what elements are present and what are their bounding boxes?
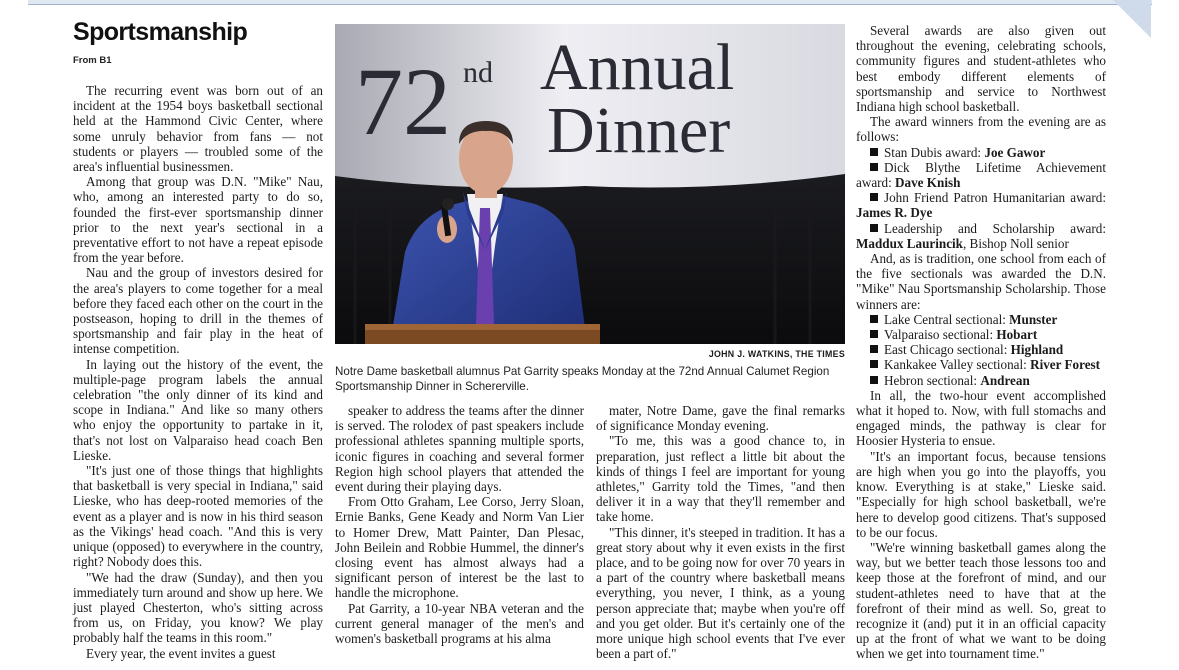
article-paragraph: From Otto Graham, Lee Corso, Jerry Sloan, Ernie Banks, Gene Keady and Norm Van Lier to Homer Drew, Matt Painter, Dan Plesac, John Beilein and Robbie Hummel, the dinner's closing event has almost always had a significant person of interest be the last to handle the microphone. — [335, 494, 584, 601]
article-paragraph: "It's an important focus, because tensions are high when you go into the playoffs, you know. Everything is at stake," Lieske said. "Especially for high school basketball, we're here to develop good citizens. That's supposed to be our focus. — [856, 448, 1106, 540]
item-label: Hebron sectional: — [884, 372, 981, 388]
banner-number: 72 — [355, 48, 451, 155]
item-label: East Chicago sectional: — [884, 342, 1011, 358]
item-winner: Joe Gawor — [984, 144, 1046, 160]
item-winner: Hobart — [996, 327, 1038, 343]
square-bullet-icon — [870, 360, 878, 368]
article-paragraph: "We're winning basketball games along the way, but we better teach those lessons too and keep those at the forefront of mind, and our student-athletes need to have that at the forefront of their mind as well. So, great to recognize it (and) put it in an official capacity up at the front of what we want to be doing when we get into tournament time." — [856, 539, 1106, 662]
column-3 — [596, 403, 845, 661]
banner-word-1: Annual — [540, 31, 735, 104]
article-paragraph: Pat Garrity, a 10-year NBA veteran and the current general manager of the men's and women's basketball programs at his alma — [335, 600, 584, 647]
square-bullet-icon — [870, 193, 878, 201]
article-paragraph: Among that group was D.N. "Mike" Nau, who, among an interested party to do so, founded the first-ever sportsmanship dinner prior to the next year's sectional in a preventative effort to not have a repeat episode from the year before. — [73, 174, 323, 266]
article-paragraph: Several awards are also given out throughout the evening, celebrating schools, community figures and student-athletes who best embody different elements of sportsmanship and service to Northwest Indiana high school basketball. — [856, 23, 1106, 115]
item-label: Valparaiso sectional: — [884, 327, 997, 343]
page-corner-fold — [1113, 0, 1151, 38]
headline: Sportsmanship — [73, 18, 248, 46]
speaker-photo — [335, 24, 845, 344]
square-bullet-icon — [870, 315, 878, 323]
article-paragraph: The award winners from the evening are as follows: — [856, 114, 1106, 145]
article-paragraph: "This dinner, it's steeped in tradition. It has a great story about why it even exists in the first place, and to be going now for over 70 years in a part of the country where basketball means everything, you never, I think, as a young person appreciate that; maybe when you're off and you get older. But it's certainly one of the more unique high school events that I've ever been a part of." — [596, 524, 845, 662]
page-top-border — [28, 0, 1152, 5]
column-2 — [335, 403, 584, 646]
item-winner: James R. Dye — [856, 205, 933, 221]
square-bullet-icon — [870, 148, 878, 156]
item-label: Leadership and Scholarship award: — [884, 220, 1106, 236]
award-item — [856, 160, 1106, 190]
item-winner: Munster — [1009, 311, 1058, 327]
sectional-item — [856, 373, 1106, 388]
article-paragraph: "To me, this was a good chance to, in preparation, just reflect a little bit about the kinds of things I feel are important for young athletes," Garrity told the Times, "and then deliver it in a way that they'll remember and take home. — [596, 433, 845, 525]
item-label: John Friend Patron Humanitarian award: — [884, 190, 1106, 206]
banner-suffix: nd — [463, 56, 493, 89]
article-paragraph: The recurring event was born out of an incident at the 1954 boys basketball sectional held at the Hammond Civic Center, where some unruly behavior from fans — not students or players — troubled some of the area's influential businessmen. — [73, 83, 323, 175]
sectional-item — [856, 342, 1106, 357]
square-bullet-icon — [870, 224, 878, 232]
square-bullet-icon — [870, 345, 878, 353]
item-winner: Dave Knish — [895, 175, 961, 191]
item-label: Lake Central sectional: — [884, 311, 1010, 327]
article-paragraph: mater, Notre Dame, gave the final remarks of significance Monday evening. — [596, 403, 845, 434]
photo-caption: Notre Dame basketball alumnus Pat Garrity speaks Monday at the 72nd Annual Calumet Region Sportsmanship Dinner in Schererville. — [335, 365, 830, 393]
article-paragraph: "We had the draw (Sunday), and then you immediately turn around and show up here. We just played Chesterton, who's sitting across from us, on Friday, you know? We play probably half the teams in this room." — [73, 569, 323, 646]
item-label: Kankakee Valley sectional: — [884, 357, 1031, 373]
item-winner: Andrean — [980, 372, 1030, 388]
banner-word-2: Dinner — [547, 94, 731, 167]
article-paragraph: In all, the two-hour event accomplished what it hoped to. Now, with full stomachs and engaged minds, the pathway is clear for Hoosier Hysteria to ensue. — [856, 387, 1106, 449]
item-suffix: , Bishop Noll senior — [962, 235, 1069, 251]
article-paragraph: In laying out the history of the event, the multiple-page program labels the annual celebration "the only dinner of its kind and scope in Indiana." And like so many others who enjoy the opportunity to partake in it, that's not lost on Valparaiso head coach Ben Lieske. — [73, 356, 323, 463]
award-item — [856, 190, 1106, 220]
item-winner: Highland — [1010, 342, 1064, 358]
sectional-item — [856, 327, 1106, 342]
item-label: Dick Blythe Lifetime Achievement award: — [856, 159, 1106, 191]
photo-credit: JOHN J. WATKINS, THE TIMES — [708, 349, 845, 359]
square-bullet-icon — [870, 330, 878, 338]
article-paragraph: speaker to address the teams after the dinner is served. The rolodex of past speakers include professional athletes spanning multiple sports, iconic figures in coaching and several former Region high school players that attended the event during their playing days. — [335, 403, 584, 495]
sectional-item — [856, 357, 1106, 372]
article-paragraph: Every year, the event invites a guest — [86, 645, 276, 661]
award-item — [856, 145, 1106, 160]
jump-line: From B1 — [73, 55, 112, 66]
article-paragraph: And, as is tradition, one school from each of the five sectionals was awarded the D.N. "Mike" Nau Sportsmanship Scholarship. Those winners are: — [856, 251, 1106, 312]
item-label: Stan Dubis award: — [884, 144, 985, 160]
photo — [335, 24, 845, 344]
award-item — [856, 221, 1106, 251]
column-4 — [856, 23, 1106, 662]
article-paragraph: "It's just one of those things that highlights that basketball is very special in Indiana," said Lieske, who has deep-rooted memories of the event as a player and is now in his third season as the Vikings' head coach. "And this is very unique (opposed) to everywhere in the country, right? Nobody does this. — [73, 463, 323, 570]
square-bullet-icon — [870, 163, 878, 171]
item-winner: River Forest — [1030, 357, 1101, 373]
item-winner: Maddux Laurincik — [856, 235, 963, 251]
square-bullet-icon — [870, 376, 878, 384]
article-paragraph: Nau and the group of investors desired for the area's players to come together for a meal before they faced each other on the court in the postseason, hoping to drill in the themes of sportsmanship and fair play in the heat of intense competition. — [73, 265, 323, 357]
column-1 — [73, 83, 323, 661]
sectional-item — [856, 312, 1106, 327]
